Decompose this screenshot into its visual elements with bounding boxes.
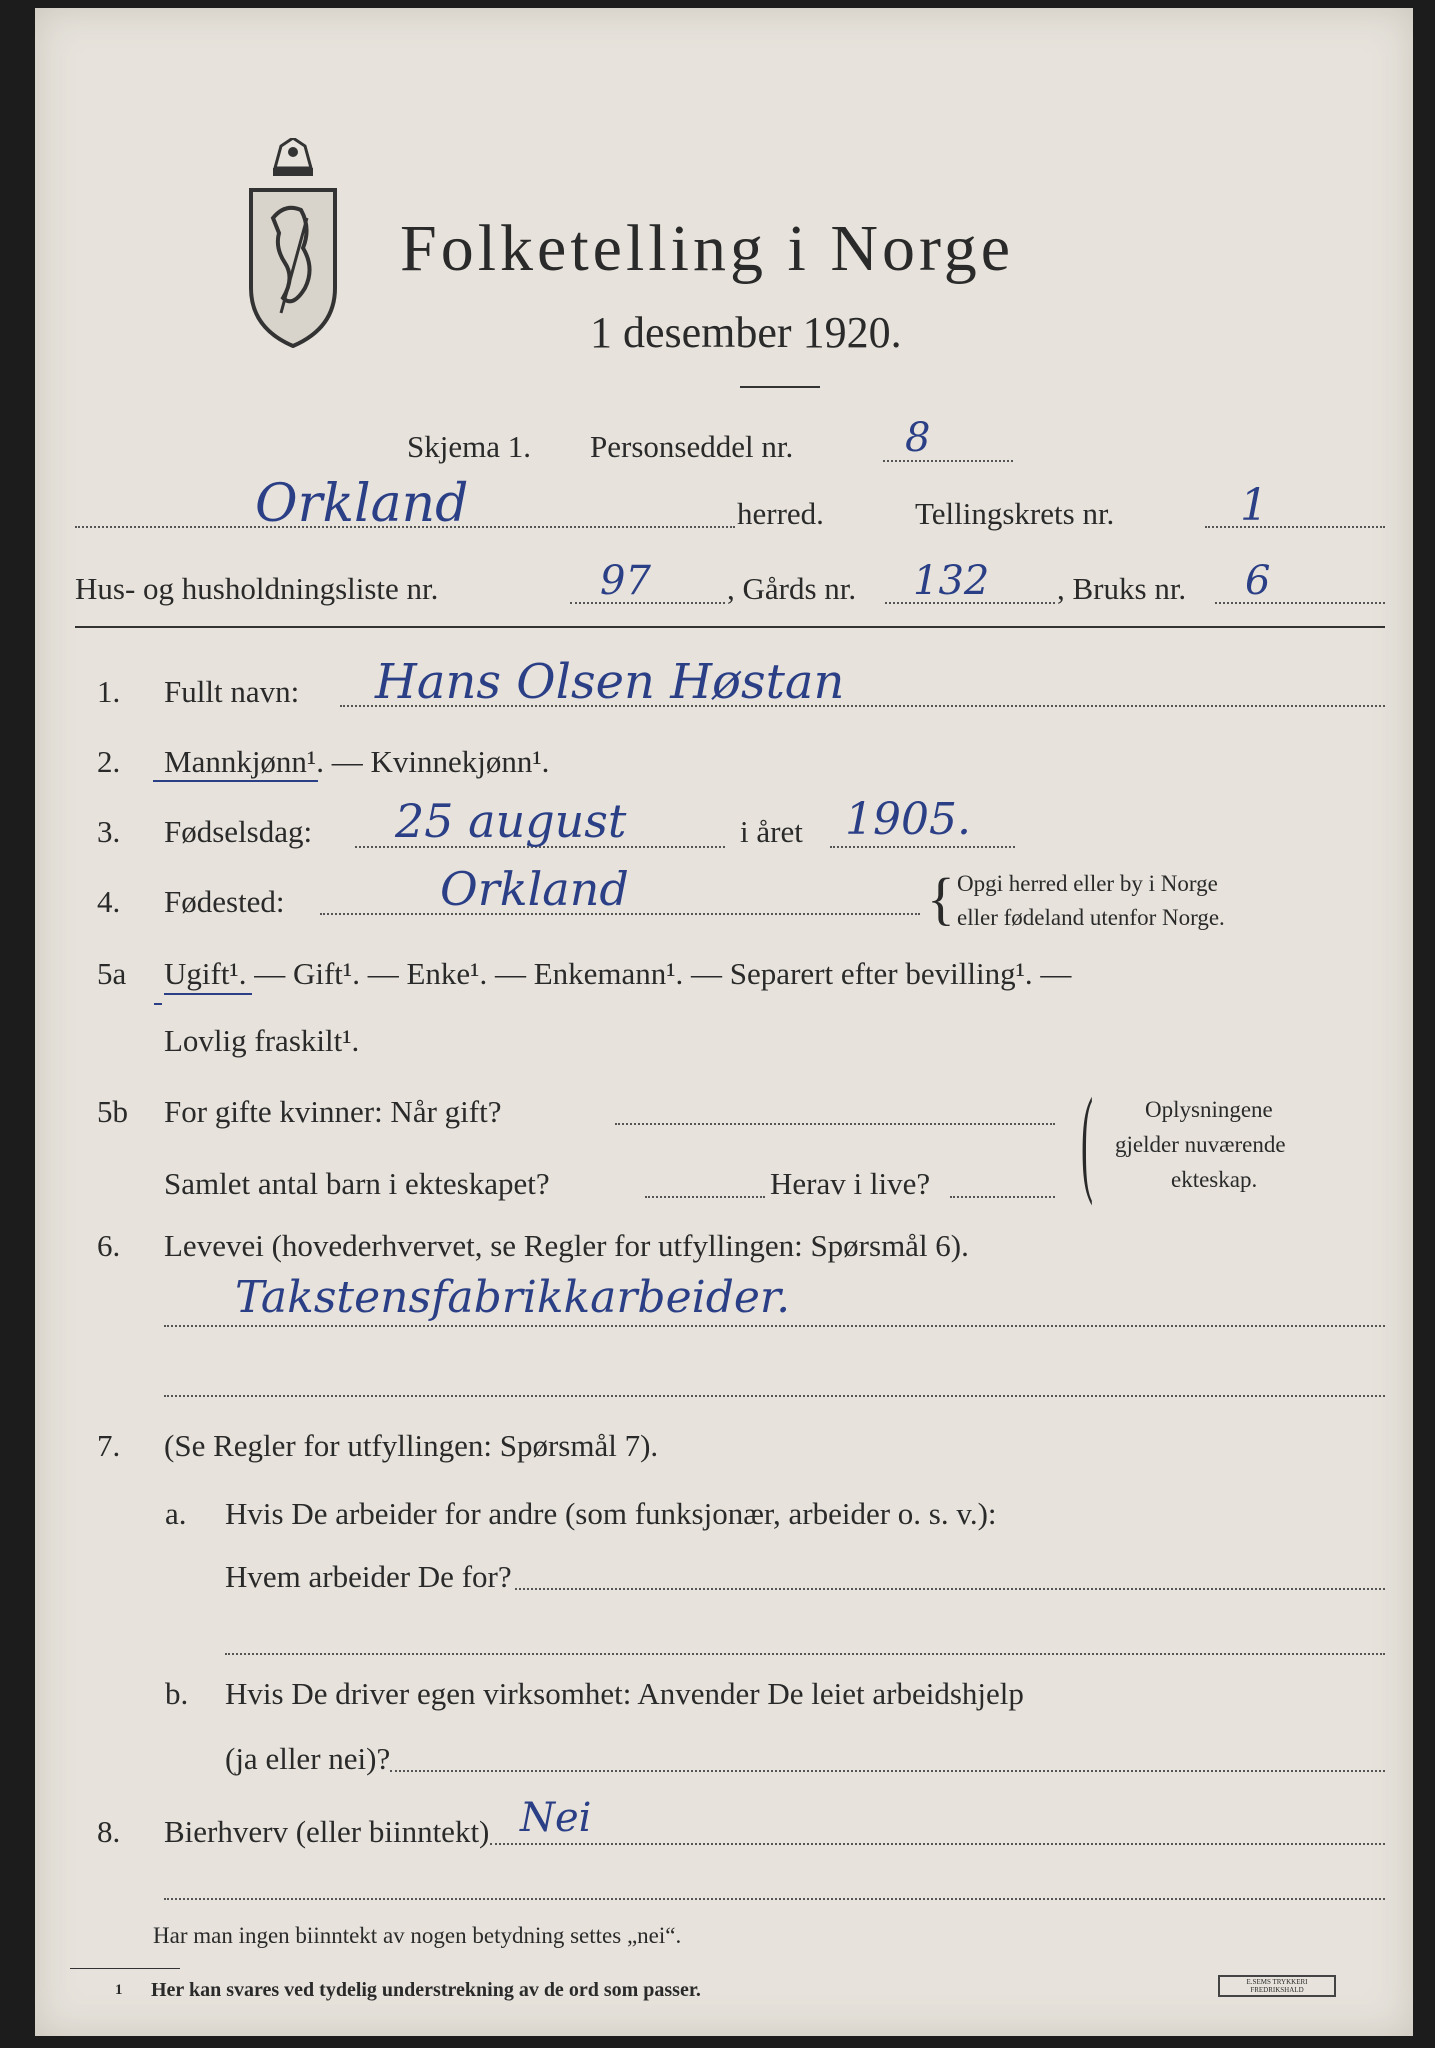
- q7b-line-1: Hvis De driver egen virksomhet: Anvender De leiet arbeidshjelp: [225, 1676, 1024, 1711]
- bruks-value: 6: [1245, 558, 1271, 604]
- q1-number: 1.: [97, 674, 121, 709]
- hus-value: 97: [600, 558, 651, 604]
- q8-label: Bierhverv (eller biinntekt): [164, 1814, 490, 1849]
- q5b-barn-line: [645, 1196, 765, 1198]
- printer-mark: [1218, 1975, 1336, 1997]
- q6-line-1: [164, 1325, 1385, 1327]
- q7b-number: b.: [165, 1676, 189, 1711]
- q5b-bracket: (: [1080, 1073, 1093, 1206]
- q3-year-line: [830, 846, 1015, 848]
- q5b-note-1: Oplysningene: [1145, 1097, 1273, 1122]
- q7a-line-answer-2: [225, 1653, 1385, 1655]
- q2-mannkjonn-underline: [153, 780, 318, 782]
- personseddel-value: 8: [905, 415, 931, 461]
- q7a-number: a.: [165, 1496, 187, 1531]
- q3-label: Fødselsdag:: [164, 814, 313, 849]
- q3-year-label: i året: [740, 814, 803, 849]
- q5a-line-1: Ugift¹. — Gift¹. — Enke¹. — Enkemann¹. — Separert efter bevilling¹. —: [164, 956, 1072, 991]
- q7b-line-2: (ja eller nei)?: [225, 1741, 391, 1776]
- q4-value: Orkland: [440, 862, 629, 916]
- bruks-label: , Bruks nr.: [1057, 571, 1187, 606]
- q4-label: Fødested:: [164, 884, 285, 919]
- q6-line-2: [164, 1395, 1385, 1397]
- q5a-curl-underline: [154, 1003, 162, 1005]
- q3-year-value: 1905.: [845, 794, 971, 845]
- personseddel-label: Personseddel nr.: [590, 429, 794, 464]
- q4-brace: {: [927, 866, 955, 931]
- q7-label: (Se Regler for utfyllingen: Spørsmål 7).: [164, 1428, 659, 1463]
- q7a-line-answer-1: [515, 1588, 1385, 1590]
- q2-label: Mannkjønn¹. — Kvinnekjønn¹.: [164, 744, 550, 779]
- q5b-line-2b: Herav i live?: [770, 1166, 931, 1201]
- herred-label: herred.: [737, 496, 824, 531]
- form-date: 1 desember 1920.: [590, 308, 902, 357]
- footnote-number: 1: [115, 1982, 123, 1998]
- personseddel-line: [883, 460, 1013, 462]
- q6-number: 6.: [97, 1228, 121, 1263]
- section-divider: [75, 626, 1385, 628]
- q6-value: Takstensfabrikkarbeider.: [235, 1272, 791, 1323]
- q8-line: [490, 1843, 1385, 1845]
- q5b-line-1: For gifte kvinner: Når gift?: [164, 1094, 502, 1129]
- q5b-number: 5b: [97, 1094, 128, 1129]
- tellingskrets-line: [1205, 526, 1385, 528]
- hus-label: Hus- og husholdningsliste nr.: [75, 571, 439, 606]
- q7-number: 7.: [97, 1428, 121, 1463]
- q3-number: 3.: [97, 814, 121, 849]
- q2-number: 2.: [97, 744, 121, 779]
- q1-label: Fullt navn:: [164, 674, 300, 709]
- gards-value: 132: [913, 558, 990, 604]
- q8-number: 8.: [97, 1814, 121, 1849]
- q3-value: 25 august: [395, 794, 627, 848]
- herred-value: Orkland: [255, 474, 469, 534]
- q5b-note-2: gjelder nuværende: [1115, 1132, 1286, 1157]
- q5b-note-3: ekteskap.: [1171, 1167, 1258, 1192]
- norwegian-coat-of-arms-icon: [245, 138, 341, 348]
- q5a-line-2: Lovlig fraskilt¹.: [164, 1023, 360, 1058]
- q5b-line-2a: Samlet antal barn i ekteskapet?: [164, 1166, 550, 1201]
- q5a-ugift-underline: [164, 993, 252, 995]
- q5b-gift-line: [615, 1123, 1055, 1125]
- q6-label: Levevei (hovederhvervet, se Regler for utfyllingen: Spørsmål 6).: [164, 1228, 969, 1263]
- title-divider: [740, 386, 820, 388]
- q5a-number: 5a: [97, 956, 127, 991]
- q4-note-1: Opgi herred eller by i Norge: [957, 871, 1218, 896]
- skjema-label: Skjema 1.: [407, 429, 531, 464]
- q1-value: Hans Olsen Høstan: [375, 654, 845, 710]
- q5b-live-line: [950, 1196, 1055, 1198]
- bruks-line: [1215, 602, 1385, 604]
- printer-mark-text: E.SEMS TRYKKERI FREDRIKSHALD: [1246, 1978, 1308, 1994]
- footnote-text: Her kan svares ved tydelig understrekning av de ord som passer.: [151, 1979, 701, 2001]
- q7b-line-answer: [390, 1770, 1385, 1772]
- q7a-line-1: Hvis De arbeider for andre (som funksjonær, arbeider o. s. v.):: [225, 1496, 997, 1531]
- footnote-divider: [70, 1968, 180, 1969]
- footer-note: Har man ingen biinntekt av nogen betydning settes „nei“.: [153, 1923, 682, 1948]
- census-form-sheet: [35, 8, 1413, 2036]
- gards-label: , Gårds nr.: [727, 571, 857, 606]
- q7a-line-2: Hvem arbeider De for?: [225, 1559, 512, 1594]
- q8-value: Nei: [520, 1795, 592, 1841]
- q4-number: 4.: [97, 884, 121, 919]
- form-title: Folketelling i Norge: [400, 212, 1015, 285]
- footer-divider: [164, 1898, 1385, 1900]
- tellingskrets-value: 1: [1240, 480, 1268, 531]
- tellingskrets-label: Tellingskrets nr.: [915, 496, 1115, 531]
- q4-note-2: eller fødeland utenfor Norge.: [957, 905, 1225, 930]
